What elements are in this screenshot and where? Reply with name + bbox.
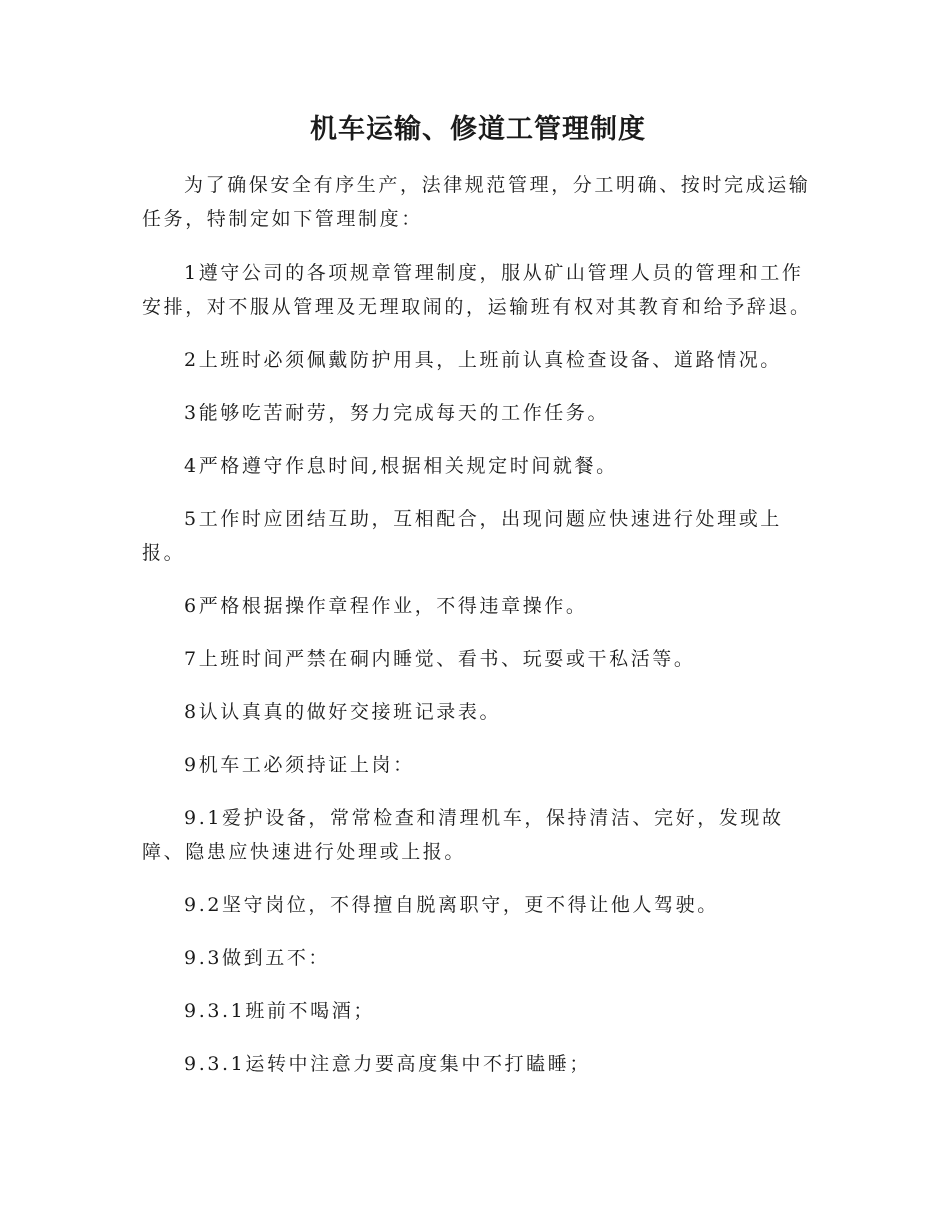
paragraph-rule-5: 5工作时应团结互助，互相配合，出现问题应快速进行处理或上报。: [142, 508, 782, 564]
paragraph-rule-9-3: 9.3做到五不：: [184, 947, 331, 969]
paragraph-rule-2: 2上班时必须佩戴防护用具，上班前认真检查设备、道路情况。: [184, 349, 782, 371]
paragraph-intro: 为了确保安全有序生产，法律规范管理，分工明确、按时完成运输任务，特制定如下管理制度：: [142, 174, 811, 230]
document-title: 机车运输、修道工管理制度: [310, 114, 646, 145]
paragraph-rule-9-2: 9.2坚守岗位，不得擅自脱离职守，更不得让他人驾驶。: [184, 894, 719, 916]
paragraph-rule-9-3-1-a: 9.3.1班前不喝酒；: [184, 1000, 375, 1022]
paragraph-rule-1: 1遵守公司的各项规章管理制度，服从矿山管理人员的管理和工作安排，对不服从管理及无理取闹的，运输班有权对其教育和给予辞退。: [142, 262, 812, 318]
paragraph-rule-9: 9机车工必须持证上岗：: [184, 754, 415, 776]
paragraph-rule-7: 7上班时间严禁在硐内睡觉、看书、玩耍或干私活等。: [184, 648, 696, 670]
paragraph-rule-3: 3能够吃苦耐劳，努力完成每天的工作任务。: [184, 402, 610, 424]
paragraph-rule-9-3-1-b: 9.3.1运转中注意力要高度集中不打瞌睡；: [184, 1053, 591, 1075]
paragraph-rule-4: 4严格遵守作息时间,根据相关规定时间就餐。: [184, 455, 618, 477]
paragraph-rule-6: 6严格根据操作章程作业，不得违章操作。: [184, 595, 588, 617]
document-page: [142, 108, 814, 1100]
paragraph-rule-8: 8认认真真的做好交接班记录表。: [184, 701, 502, 723]
paragraph-rule-9-1: 9.1爱护设备，常常检查和清理机车，保持清洁、完好，发现故障、隐患应快速进行处理或上报。: [142, 807, 784, 863]
